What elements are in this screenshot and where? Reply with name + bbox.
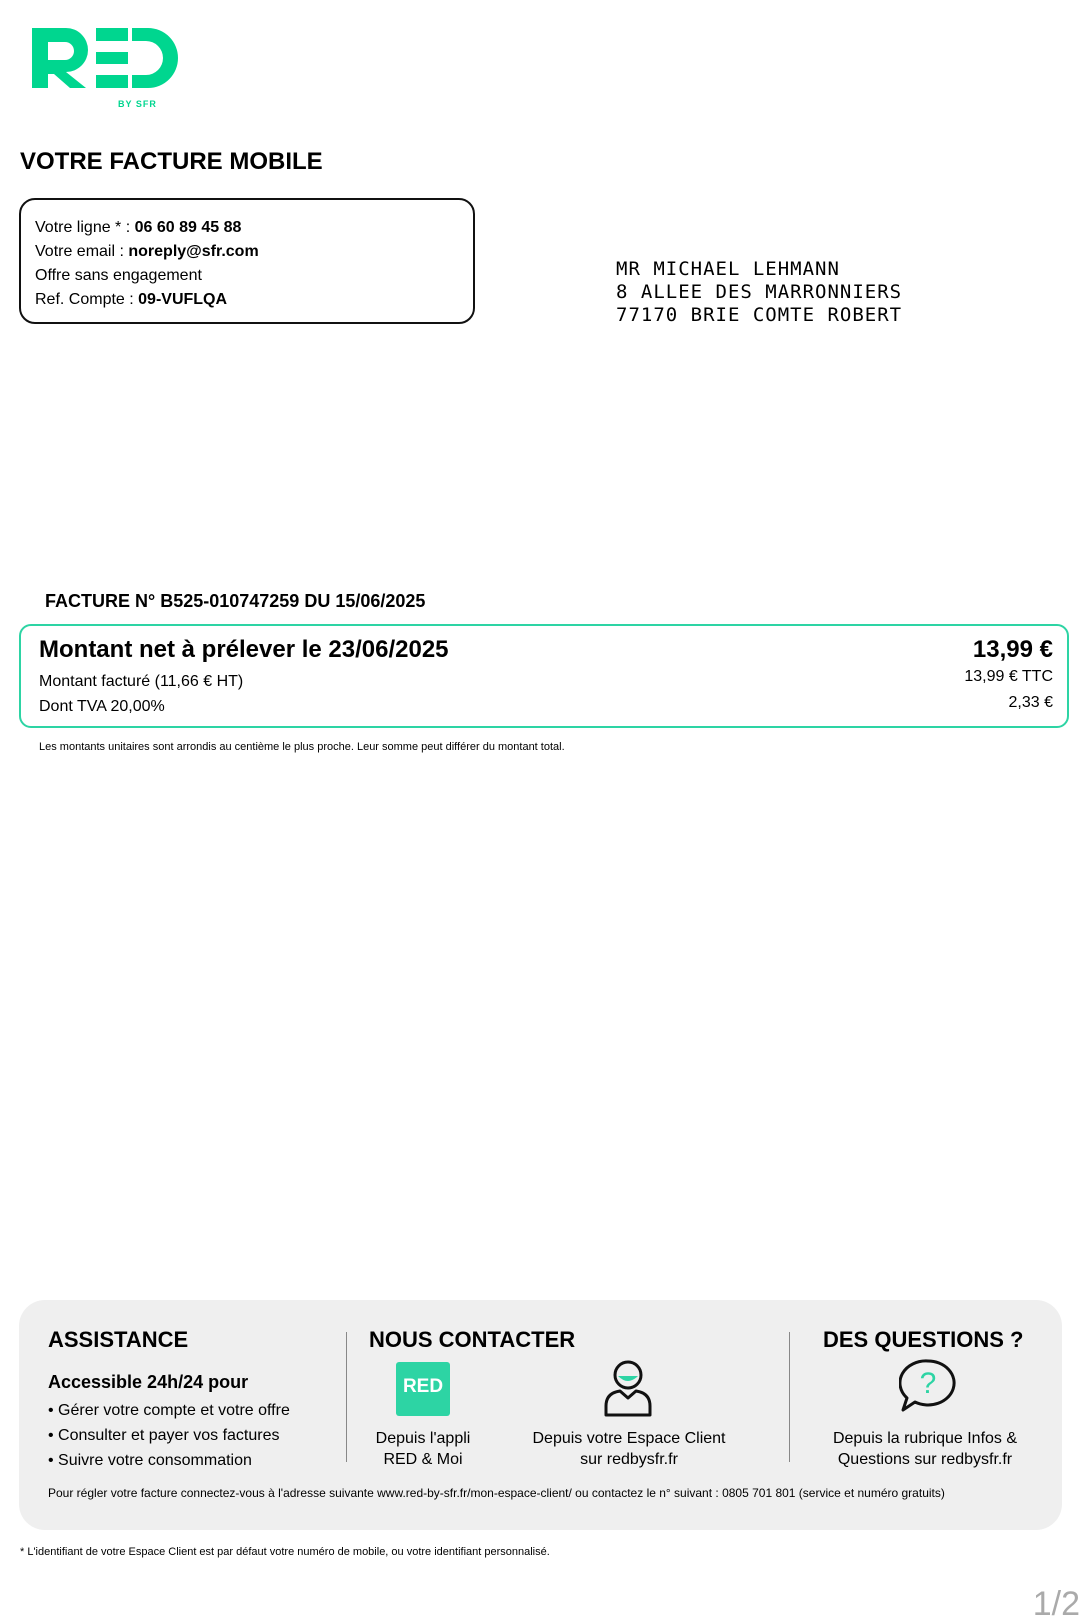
line-label: Votre ligne * : xyxy=(35,219,135,236)
footnote: * L'identifiant de votre Espace Client est par défaut votre numéro de mobile, ou votre identifiant personnalisé. xyxy=(20,1546,550,1558)
questions-heading: DES QUESTIONS ? xyxy=(823,1327,1024,1352)
assistance-panel xyxy=(19,1300,1062,1530)
web-label-line2: sur redbysfr.fr xyxy=(580,1451,678,1468)
assistance-list xyxy=(48,1398,290,1473)
payment-note: Pour régler votre facture connectez-vous à l'adresse suivante www.red-by-sfr.fr/mon-espace-client/ ou contactez le n° suivant : 0805 701 801 (service et numéro gratuits) xyxy=(48,1486,945,1500)
address-line-2: 8 ALLEE DES MARRONNIERS xyxy=(616,281,903,303)
offer-text: Offre sans engagement xyxy=(35,267,202,284)
red-by-sfr-logo xyxy=(32,24,182,114)
email-value: noreply@sfr.com xyxy=(128,243,259,260)
billed-label: Montant facturé (11,66 € HT) xyxy=(39,673,244,690)
person-icon[interactable] xyxy=(602,1358,654,1418)
faq-label[interactable] xyxy=(805,1428,1045,1470)
contact-heading: NOUS CONTACTER xyxy=(369,1327,576,1352)
address-line-1: MR MICHAEL LEHMANN xyxy=(616,258,840,280)
account-info-box xyxy=(19,198,475,324)
question-bubble-icon[interactable] xyxy=(899,1358,957,1414)
faq-label-line2: Questions sur redbysfr.fr xyxy=(837,1451,1013,1468)
assistance-heading: ASSISTANCE xyxy=(48,1327,189,1352)
amount-title: Montant net à prélever le 23/06/2025 xyxy=(39,636,449,663)
app-label-line2: RED & Moi xyxy=(383,1451,463,1468)
column-divider xyxy=(346,1332,347,1462)
svg-text:?: ? xyxy=(919,1367,937,1400)
email-label: Votre email : xyxy=(35,243,129,260)
invoice-number: FACTURE N° B525-010747259 DU 15/06/2025 xyxy=(45,591,426,611)
postal-address xyxy=(616,258,902,327)
email-row xyxy=(35,240,459,264)
list-item: • Suivre votre consommation xyxy=(48,1448,290,1473)
column-divider xyxy=(789,1332,790,1462)
line-value: 06 60 89 45 88 xyxy=(134,219,242,236)
vat-label: Dont TVA 20,00% xyxy=(39,698,165,715)
ref-value: 09-VUFLQA xyxy=(138,291,228,308)
assistance-subheading: Accessible 24h/24 pour xyxy=(48,1372,249,1392)
faq-label-line1: Depuis la rubrique Infos & xyxy=(832,1430,1018,1447)
page-title: VOTRE FACTURE MOBILE xyxy=(20,148,323,175)
amount-total: 13,99 € xyxy=(972,636,1053,663)
app-icon-text: RED xyxy=(402,1376,444,1397)
app-label-line1: Depuis l'appli xyxy=(375,1430,471,1447)
vat-value: 2,33 € xyxy=(1008,694,1053,711)
address-line-3: 77170 BRIE COMTE ROBERT xyxy=(616,304,903,326)
billed-value: 13,99 € TTC xyxy=(964,668,1053,685)
ref-row xyxy=(35,288,459,312)
red-app-icon[interactable] xyxy=(396,1362,450,1416)
amount-summary-box xyxy=(19,624,1069,728)
list-item: • Gérer votre compte et votre offre xyxy=(48,1398,290,1423)
rounding-note: Les montants unitaires sont arrondis au centième le plus proche. Leur somme peut différer du montant total. xyxy=(39,741,565,753)
list-item: • Consulter et payer vos factures xyxy=(48,1423,290,1448)
line-row xyxy=(35,216,459,240)
page-number: 1/2 xyxy=(1032,1585,1080,1619)
web-label[interactable] xyxy=(509,1428,749,1470)
ref-label: Ref. Compte : xyxy=(35,291,139,308)
logo-subtitle: BY SFR xyxy=(118,99,157,109)
app-label[interactable] xyxy=(359,1428,487,1470)
web-label-line1: Depuis votre Espace Client xyxy=(532,1430,726,1447)
